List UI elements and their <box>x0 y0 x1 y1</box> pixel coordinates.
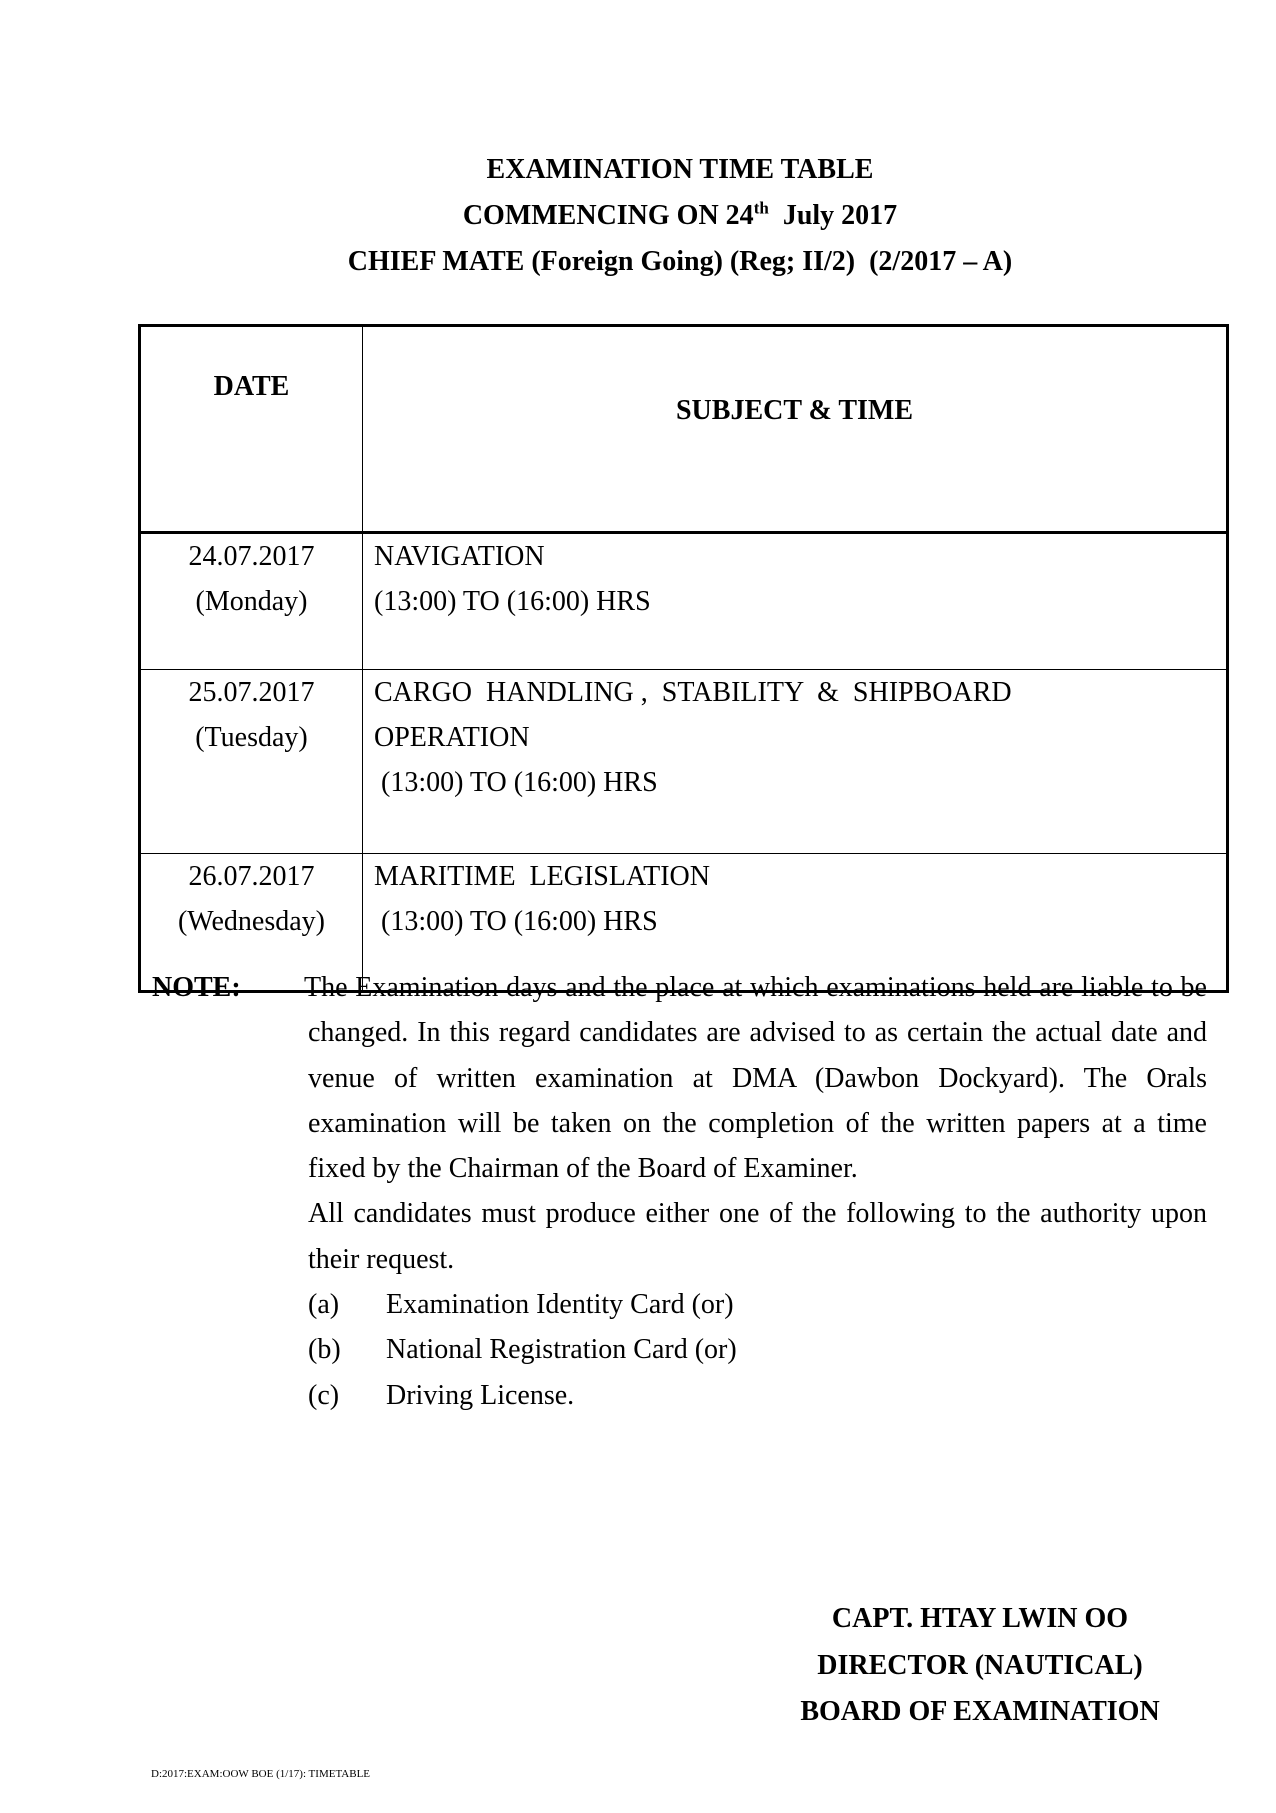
time: (13:00) TO (16:00) HRS <box>374 586 651 617</box>
subject: NAVIGATION <box>374 541 545 572</box>
table-row <box>140 533 1228 670</box>
list-item <box>308 1282 1207 1327</box>
list-item-label: (b) <box>308 1334 341 1366</box>
header-subject: SUBJECT & TIME <box>363 326 1228 533</box>
note-paragraph-2: All candidates must produce either one of the following to the authority upon their request. <box>308 1198 1207 1275</box>
commencing-month: July 2017 <box>768 200 898 231</box>
footer-file-path: D:2017:EXAM:OOW BOE (1/17): TIMETABLE <box>151 1768 371 1780</box>
list-item <box>308 1373 1207 1418</box>
ordinal-suffix: th <box>753 198 769 218</box>
signatory-title: DIRECTOR (NAUTICAL) <box>817 1649 1143 1681</box>
list-item-label: (a) <box>308 1289 340 1321</box>
subject-cell <box>363 670 1228 854</box>
date-cell <box>140 670 363 854</box>
note-body <box>304 965 1207 1418</box>
note-label: NOTE: <box>152 972 241 1003</box>
signature-block <box>740 1596 1220 1736</box>
weekday: (Monday) <box>195 586 308 617</box>
title-line-2 <box>0 199 1276 233</box>
date-cell <box>140 533 363 670</box>
list-item-label: (c) <box>308 1379 340 1411</box>
weekday: (Wednesday) <box>177 906 325 937</box>
weekday: (Tuesday) <box>195 722 308 753</box>
subject: CARGO HANDLING , STABILITY & SHIPBOARD <box>374 677 1012 708</box>
subject-continued: OPERATION <box>374 722 530 753</box>
date: 25.07.2017 <box>188 677 315 708</box>
list-item-text: National Registration Card (or) <box>386 1334 737 1366</box>
list-item-text: Driving License. <box>386 1379 575 1411</box>
subject: MARITIME LEGISLATION <box>374 861 710 892</box>
time: (13:00) TO (16:00) HRS <box>374 906 658 937</box>
time: (13:00) TO (16:00) HRS <box>374 767 658 798</box>
table-header-row <box>140 326 1228 533</box>
date: 26.07.2017 <box>188 861 315 892</box>
commencing-text: COMMENCING ON 24 <box>462 200 754 231</box>
title-line-3: CHIEF MATE (Foreign Going) (Reg; II/2) (2/2017 – A) <box>347 246 1013 277</box>
timetable <box>138 324 1229 993</box>
title-line-1: EXAMINATION TIME TABLE <box>486 154 874 185</box>
list-item-text: Examination Identity Card (or) <box>386 1289 734 1321</box>
note-paragraph-1: The Examination days and the place at which examinations held are liable to be changed. In this regard candidates are advised to as certain the actual date and venue of written examination at DMA (Dawbon Dockyard). The Orals examination will be taken on the completion of the written papers at a time fixed by the Chairman of the Board of Examiner. <box>304 972 1207 1185</box>
table-row <box>140 670 1228 854</box>
signatory-name: CAPT. HTAY LWIN OO <box>831 1603 1129 1634</box>
signatory-org: BOARD OF EXAMINATION <box>800 1696 1160 1727</box>
date: 24.07.2017 <box>188 541 315 572</box>
subject-cell <box>363 533 1228 670</box>
header-date: DATE <box>140 326 363 533</box>
list-item <box>308 1327 1207 1372</box>
